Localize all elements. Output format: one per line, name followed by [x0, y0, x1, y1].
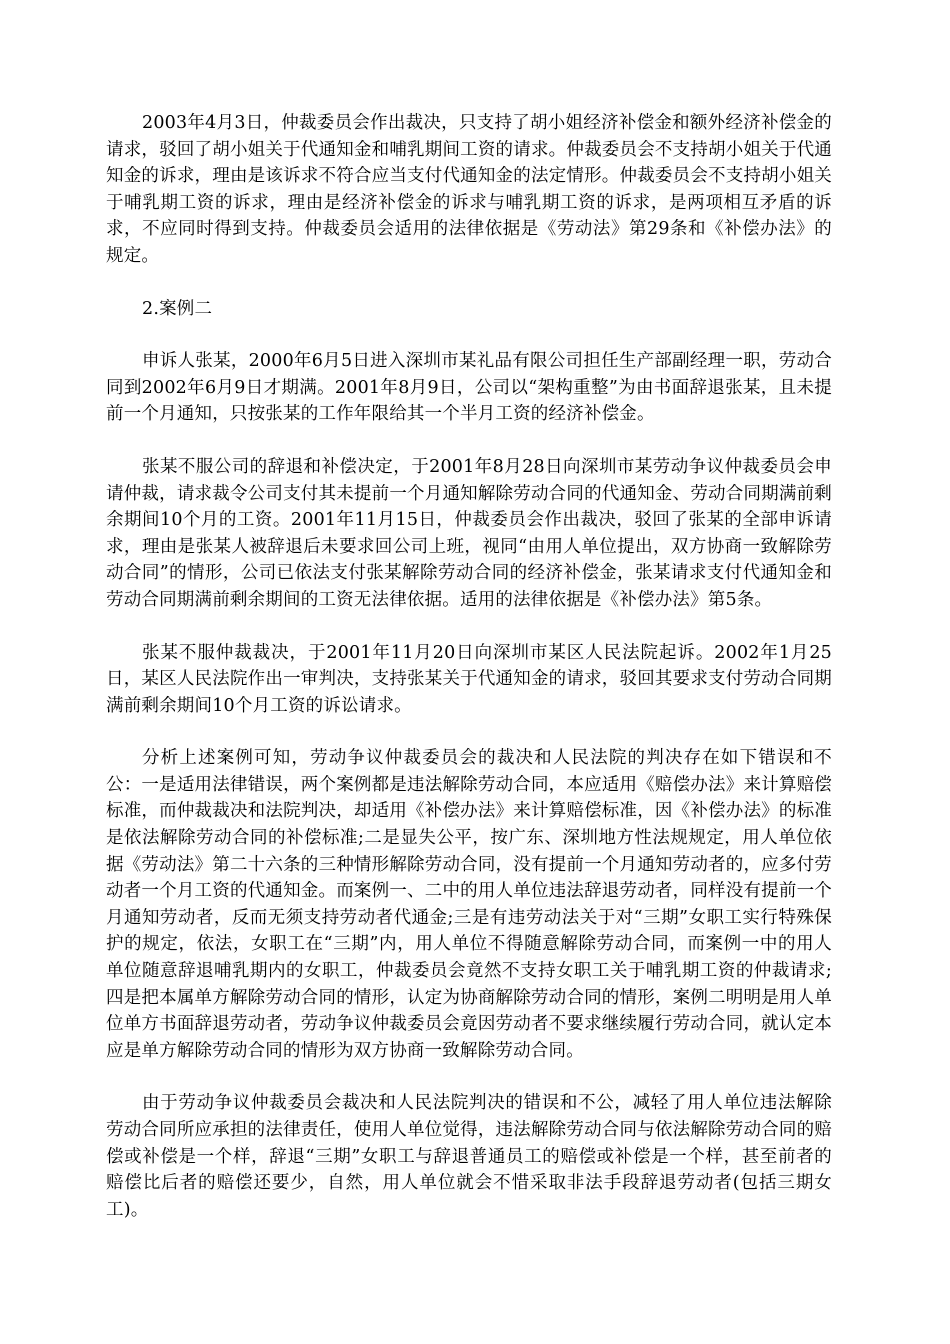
paragraph-case-two-arbitration: 张某不服公司的辞退和补偿决定，于2001年8月28日向深圳市某劳动争议仲裁委员会申请仲裁，请求裁令公司支付其未提前一个月通知解除劳动合同的代通知金、劳动合同期满前剩余期间10个月的工资。2001年11月15日，仲裁委员会作出裁决，驳回了张某的全部申诉请求，理由是张某人被辞退后未要求回公司上班，视同“由用人单位提出，双方协商一致解除劳动合同”的情形，公司已依法支付张某解除劳动合同的经济补偿金，张某请求支付代通知金和劳动合同期满前剩余期间的工资无法律依据。适用的法律依据是《补偿办法》第5条。: [106, 456, 832, 610]
paragraph-arbitration-ruling-case-one: 2003年4月3日，仲裁委员会作出裁决，只支持了胡小姐经济补偿金和额外经济补偿金的请求，驳回了胡小姐关于代通知金和哺乳期间工资的请求。仲裁委员会不支持胡小姐关于代通知金的诉求，理由是该诉求不符合应当支付代通知金的法定情形。仲裁委员会不支持胡小姐关于哺乳期工资的诉求，理由是经济补偿金的诉求与哺乳期工资的诉求，是两项相互矛盾的诉求，不应同时得到支持。仲裁委员会适用的法律依据是《劳动法》第29条和《补偿办法》的规定。: [106, 113, 832, 266]
paragraph-consequences: 由于劳动争议仲裁委员会裁决和人民法院判决的错误和不公，减轻了用人单位违法解除劳动合同所应承担的法律责任，使用人单位觉得，违法解除劳动合同与依法解除劳动合同的赔偿或补偿是一个样，辞退“三期”女职工与辞退普通员工的赔偿或补偿是一个样，甚至前者的赔偿比后者的赔偿还要少，自然，用人单位就会不惜采取非法手段辞退劳动者(包括三期女工)。: [106, 1093, 832, 1220]
section-heading-case-two: 2.案例二: [142, 298, 213, 319]
paragraph-case-two-court: 张某不服仲裁裁决，于2001年11月20日向深圳市某区人民法院起诉。2002年1月25日，某区人民法院作出一审判决，支持张某关于代通知金的请求，驳回其要求支付劳动合同期满前剩余期间10个月工资的诉讼请求。: [106, 642, 832, 716]
paragraph-case-two-facts: 申诉人张某，2000年6月5日进入深圳市某礼品有限公司担任生产部副经理一职，劳动合同到2002年6月9日才期满。2001年8月9日，公司以“架构重整”为由书面辞退张某，且未提前一个月通知，只按张某的工作年限给其一个半月工资的经济补偿金。: [106, 351, 832, 425]
document-body: [106, 110, 832, 1249]
paragraph-analysis: 分析上述案例可知，劳动争议仲裁委员会的裁决和人民法院的判决存在如下错误和不公：一是适用法律错误，两个案例都是违法解除劳动合同，本应适用《赔偿办法》来计算赔偿标准，而仲裁裁决和法院判决，却适用《补偿办法》来计算赔偿标准，因《补偿办法》的标准是依法解除劳动合同的补偿标准;二是显失公平，按广东、深圳地方性法规规定，用人单位依据《劳动法》第二十六条的三种情形解除劳动合同，没有提前一个月通知劳动者的，应多付劳动者一个月工资的代通知金。而案例一、二中的用人单位违法辞退劳动者，同样没有提前一个月通知劳动者，反而无须支持劳动者代通金;三是有违劳动法关于对“三期”女职工实行特殊保护的规定，依法，女职工在“三期”内，用人单位不得随意解除劳动合同，而案例一中的用人单位随意辞退哺乳期内的女职工，仲裁委员会竟然不支持女职工关于哺乳期工资的仲裁请求;四是把本属单方解除劳动合同的情形，认定为协商解除劳动合同的情形，案例二明明是用人单位单方书面辞退劳动者，劳动争议仲裁委员会竟因劳动者不要求继续履行劳动合同，就认定本应是单方解除劳动合同的情形为双方协商一致解除劳动合同。: [106, 748, 832, 1061]
